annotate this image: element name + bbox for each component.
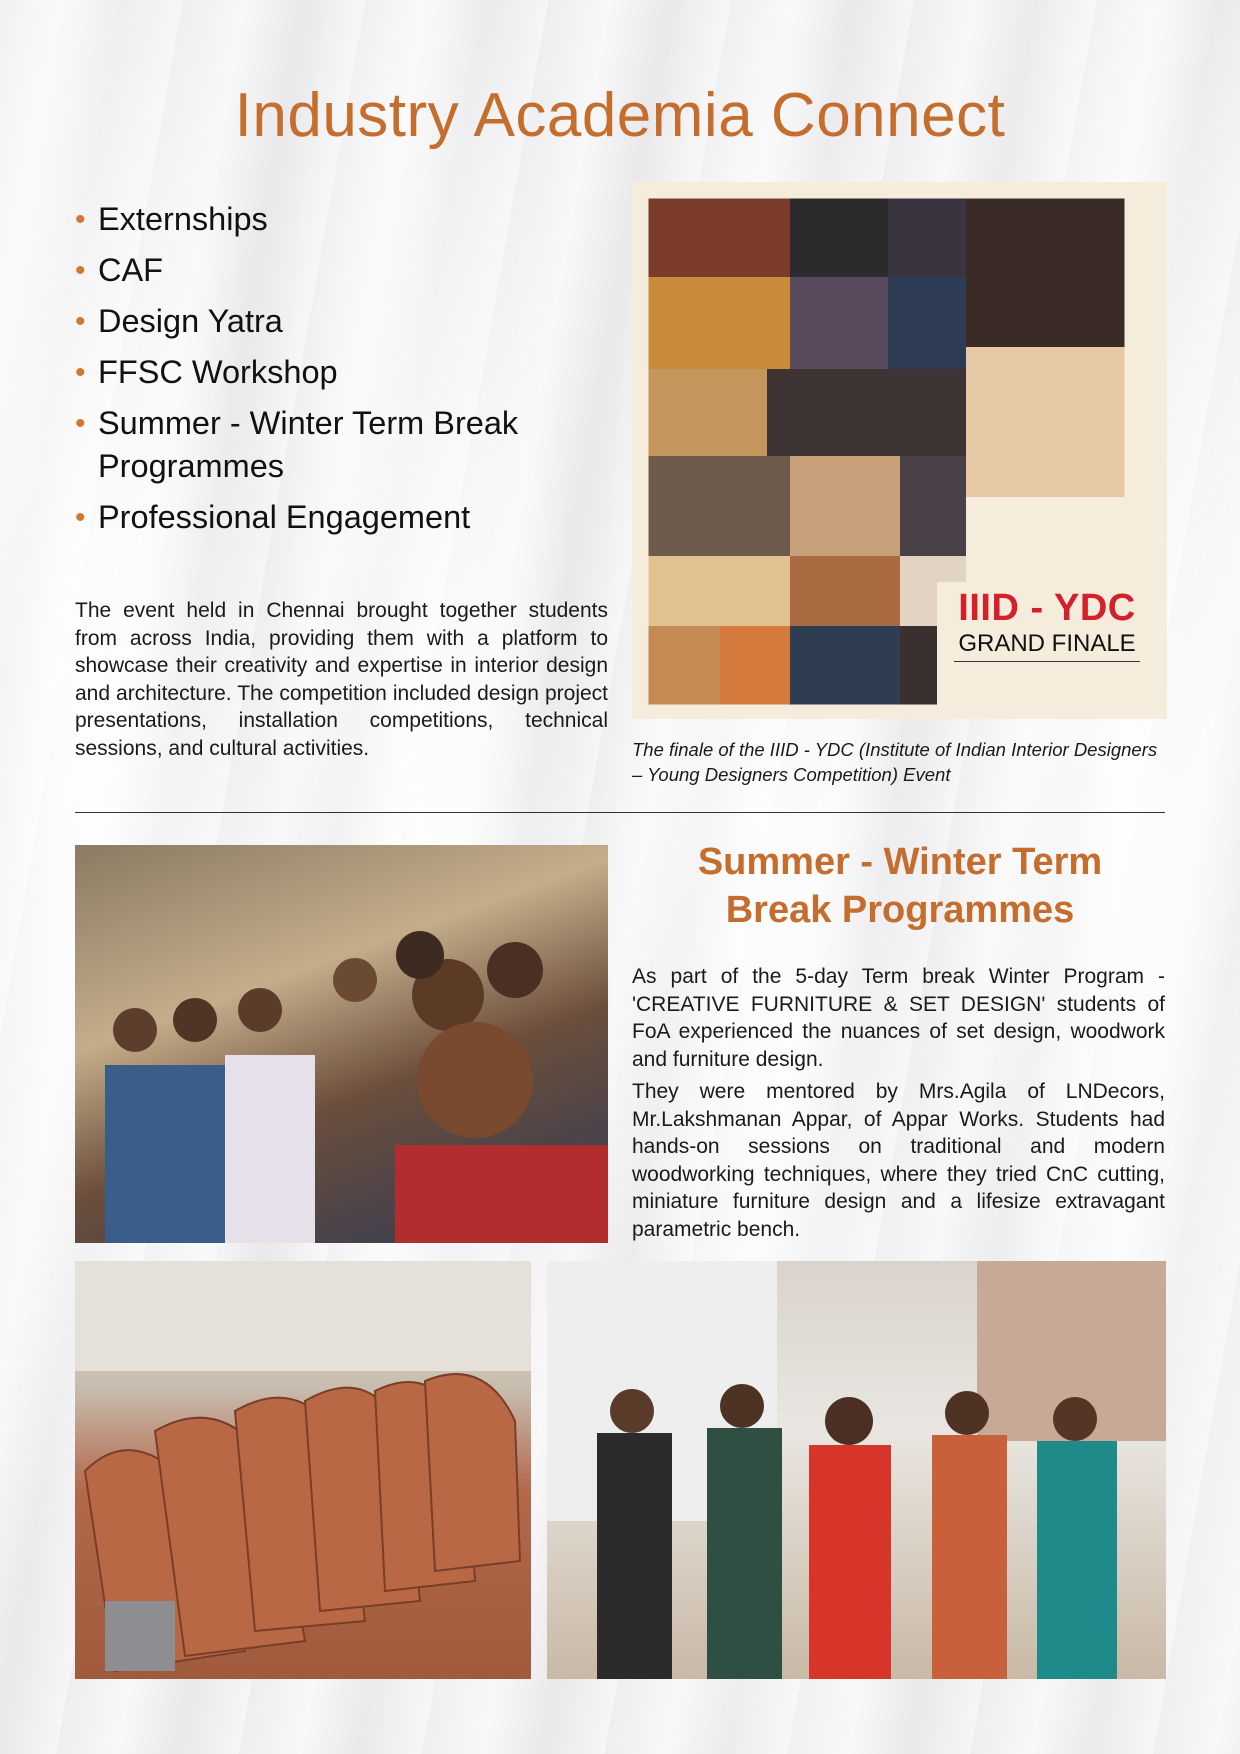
ydc-collage-image <box>632 182 1167 719</box>
list-item <box>75 496 635 539</box>
list-item-label: Professional Engagement <box>98 499 471 535</box>
logo-title: IIID - YDC <box>958 587 1136 629</box>
term-break-paragraph-2: They were mentored by Mrs.Agila of LNDecors, Mr.Lakshmanan Appar, of Appar Works. Students had hands-on sessions on traditional and modern woodworking techniques, where they tried CnC cutting, miniature furniture design and a lifesize extravagant parametric bench. <box>632 1080 1165 1241</box>
term-break-heading-line1: Summer - Winter Term <box>697 841 1103 883</box>
award-group-photo <box>547 1261 1166 1679</box>
list-item-label: Summer - Winter Term Break Programmes <box>98 405 519 484</box>
group-selfie-shapes <box>75 845 608 1243</box>
collage-caption: The finale of the IIID - YDC (Institute of Indian Interior Designers – Young Designers Competition) Event <box>632 739 1158 785</box>
group-selfie-photo <box>75 845 608 1243</box>
list-item <box>75 300 635 343</box>
event-description: The event held in Chennai brought together students from across India, providing them with a platform to showcase their creativity and expertise in interior design and architecture. The competition included design project presentations, installation competitions, technical sessions, and cultural activities. <box>75 599 608 760</box>
term-break-paragraph-1: As part of the 5-day Term break Winter Program - 'CREATIVE FURNITURE & SET DESIGN' students of FoA experienced the nuances of set design, woodwork and furniture design. <box>632 965 1165 1071</box>
bullet-icon: • <box>75 356 86 389</box>
ydc-logo <box>937 582 1157 706</box>
logo-subtitle: GRAND FINALE <box>954 630 1139 662</box>
list-item <box>75 402 618 488</box>
bullet-icon: • <box>75 305 86 338</box>
list-item-label: Externships <box>98 201 268 237</box>
bullet-icon: • <box>75 501 86 534</box>
list-item-label: FFSC Workshop <box>98 354 338 390</box>
award-group-shapes <box>547 1261 1166 1679</box>
bench-shapes <box>75 1261 531 1679</box>
term-break-heading <box>630 838 1170 934</box>
page-title: Industry Academia Connect <box>234 81 1006 150</box>
list-item <box>75 198 635 241</box>
list-item-label: CAF <box>98 252 163 288</box>
list-item <box>75 351 635 394</box>
program-list <box>75 198 635 547</box>
list-item <box>75 249 635 292</box>
bullet-icon: • <box>75 254 86 287</box>
section-divider <box>75 812 1165 813</box>
bullet-icon: • <box>75 407 86 440</box>
bullet-icon: • <box>75 203 86 236</box>
term-break-heading-line2: Break Programmes <box>725 889 1075 931</box>
parametric-bench-photo <box>75 1261 531 1679</box>
list-item-label: Design Yatra <box>98 303 283 339</box>
